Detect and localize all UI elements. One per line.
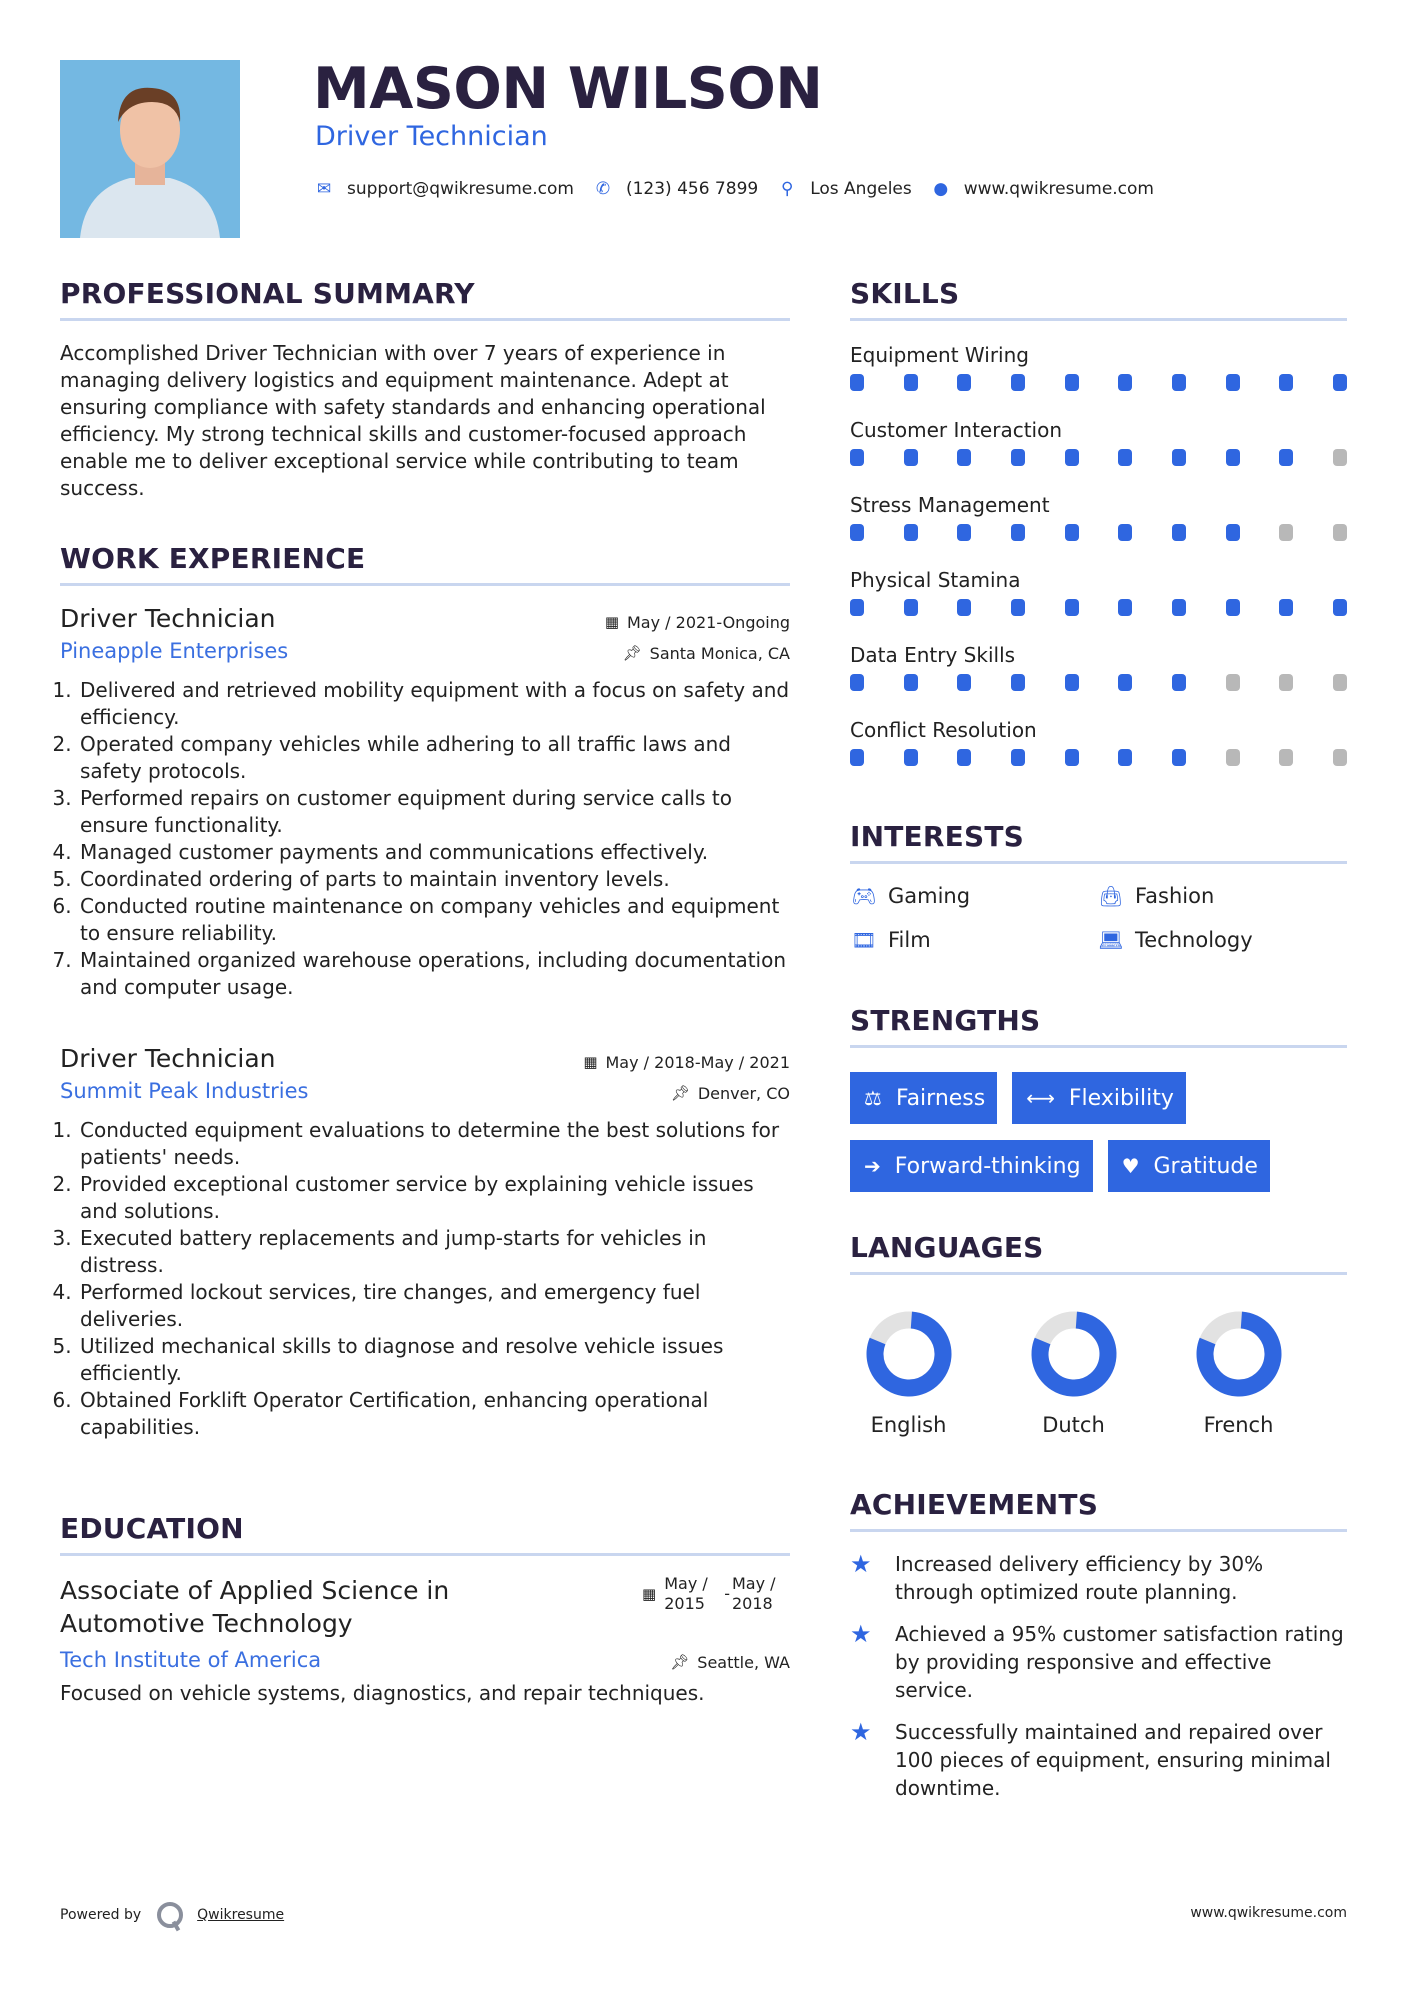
job-dates: May / 2021-Ongoing [627, 612, 790, 632]
rating-dot-filled [850, 674, 864, 691]
language-item [1156, 1309, 1321, 1437]
list-item: 4. Managed customer payments and communications effectively. [78, 839, 790, 866]
skills-section [850, 277, 1347, 790]
rating-dot-filled [1172, 599, 1186, 616]
skill-label: Conflict Resolution [850, 718, 1037, 742]
rating-dot-filled [904, 449, 918, 466]
rating-dot-filled [904, 374, 918, 391]
rating-dot-filled [1172, 449, 1186, 466]
skill-label: Stress Management [850, 493, 1050, 517]
strength-label: Flexibility [1068, 1085, 1174, 1111]
phone-icon: ✆ [595, 179, 611, 199]
list-item: 5. Utilized mechanical skills to diagnose and resolve vehicle issues efficiently. [78, 1333, 790, 1387]
footer-powered-by [60, 1902, 284, 1928]
rating-dot-filled [1065, 749, 1079, 766]
contact-location: Los Angeles [810, 179, 912, 199]
skill-item [850, 340, 1347, 415]
achievement-item [850, 1718, 1347, 1802]
section-heading: ACHIEVEMENTS [850, 1488, 1347, 1532]
list-item: 5. Coordinated ordering of parts to maintain inventory levels. [78, 866, 790, 893]
rating-dot-empty [1226, 674, 1240, 691]
rating-dot-filled [904, 674, 918, 691]
skill-rating [850, 449, 1347, 466]
job-title: Driver Technician [60, 604, 276, 633]
arrows-horizontal-icon: ⟷ [1026, 1086, 1055, 1110]
star-icon: ★ [850, 1620, 872, 1648]
rating-dot-filled [1279, 374, 1293, 391]
profile-photo [60, 60, 240, 238]
rating-dot-filled [1118, 674, 1132, 691]
company-name: Pineapple Enterprises [60, 639, 289, 663]
rating-dot-filled [1279, 449, 1293, 466]
rating-dot-filled [957, 749, 971, 766]
language-label: Dutch [1042, 1413, 1105, 1437]
summary-section [60, 277, 790, 502]
section-heading: LANGUAGES [850, 1231, 1347, 1275]
rating-dot-filled [1172, 749, 1186, 766]
job-entry [60, 1044, 790, 1441]
list-item: 2. Provided exceptional customer service by explaining vehicle issues and solutions. [78, 1171, 790, 1225]
list-item: 4. Performed lockout services, tire changes, and emergency fuel deliveries. [78, 1279, 790, 1333]
education-section: EDUCATION Associate of Applied Science in Automotive Technology ▦ May / 2015 - May / 2018 Tech Institute of America 📌︎ Seattle, WA Focused on vehicle systems, diagnostics, and repair techniques. [60, 1512, 790, 1705]
strength-badge [1108, 1140, 1270, 1192]
job-bullets [60, 1117, 790, 1441]
rating-dot-filled [957, 449, 971, 466]
rating-dot-empty [1333, 524, 1347, 541]
heart-icon: ♥ [1121, 1154, 1140, 1178]
interest-label: Technology [1135, 928, 1253, 952]
job-location: Denver, CO [697, 1083, 790, 1103]
gamepad-icon: 🎮︎ [851, 884, 877, 908]
section-heading: SKILLS [850, 277, 1347, 321]
degree-title: Associate of Applied Science in Automotive Technology [60, 1576, 450, 1638]
skill-rating [850, 674, 1347, 691]
rating-dot-empty [1279, 524, 1293, 541]
calendar-icon: ▦ [583, 1053, 598, 1071]
company-name: Summit Peak Industries [60, 1079, 309, 1103]
film-icon: 🎞︎ [851, 928, 877, 952]
shopping-bag-icon: 👜︎ [1098, 884, 1124, 908]
languages-section [850, 1231, 1347, 1437]
interest-label: Film [888, 928, 931, 952]
contact-bar [315, 179, 1174, 199]
rating-dot-filled [1065, 374, 1079, 391]
contact-email[interactable]: support@qwikresume.com [347, 179, 574, 199]
skill-rating [850, 524, 1347, 541]
job-dates: May / 2018-May / 2021 [605, 1052, 790, 1072]
rating-dot-filled [850, 599, 864, 616]
contact-website[interactable]: www.qwikresume.com [963, 179, 1154, 199]
section-heading: INTERESTS [850, 820, 1347, 864]
star-icon: ★ [850, 1550, 872, 1578]
rating-dot-filled [1279, 599, 1293, 616]
rating-dot-filled [1226, 449, 1240, 466]
candidate-name: MASON WILSON [313, 56, 823, 122]
education-end: May / 2018 [732, 1574, 776, 1613]
language-label: French [1203, 1413, 1274, 1437]
pushpin-icon: 📌︎ [670, 1084, 690, 1102]
brand-link[interactable]: Qwikresume [197, 1907, 285, 1923]
balance-scale-icon: ⚖ [864, 1086, 882, 1110]
language-item [991, 1309, 1156, 1437]
globe-icon: ● [933, 179, 949, 199]
interest-item [850, 884, 1097, 908]
language-label: English [870, 1413, 947, 1437]
work-section [60, 542, 790, 586]
section-heading: EDUCATION [60, 1512, 790, 1556]
arrow-right-icon: ➔ [864, 1154, 881, 1178]
job-location: Santa Monica, CA [649, 643, 790, 663]
list-item: 6. Obtained Forklift Operator Certification, enhancing operational capabilities. [78, 1387, 790, 1441]
strengths-section [850, 1004, 1347, 1192]
map-marker-icon: ⚲ [780, 179, 794, 199]
calendar-icon: ▦ [604, 613, 619, 631]
achievement-text: Achieved a 95% customer satisfaction rating by providing responsive and effective service. [895, 1622, 1344, 1702]
education-description: Focused on vehicle systems, diagnostics, and repair techniques. [60, 1681, 705, 1705]
section-heading: WORK EXPERIENCE [60, 542, 790, 586]
interest-item [1097, 884, 1347, 908]
rating-dot-filled [957, 524, 971, 541]
skill-rating [850, 599, 1347, 616]
rating-dot-filled [1011, 674, 1025, 691]
rating-dot-filled [1118, 599, 1132, 616]
rating-dot-filled [1172, 524, 1186, 541]
strength-label: Fairness [895, 1085, 986, 1111]
section-heading: PROFESSIONAL SUMMARY [60, 277, 790, 321]
laptop-icon: 💻︎ [1098, 928, 1124, 952]
rating-dot-filled [1118, 749, 1132, 766]
achievement-item [850, 1550, 1347, 1606]
rating-dot-filled [1118, 524, 1132, 541]
rating-dot-filled [1011, 749, 1025, 766]
candidate-title: Driver Technician [315, 121, 548, 152]
language-donut [1029, 1309, 1119, 1399]
strength-label: Forward-thinking [894, 1153, 1081, 1179]
rating-dot-filled [1065, 674, 1079, 691]
rating-dot-filled [957, 599, 971, 616]
language-donut [864, 1309, 954, 1399]
calendar-icon: ▦ [642, 1585, 657, 1603]
rating-dot-filled [1333, 374, 1347, 391]
education-location: Seattle, WA [697, 1652, 790, 1672]
powered-by-label: Powered by [60, 1907, 142, 1923]
rating-dot-filled [1065, 449, 1079, 466]
achievements-section [850, 1488, 1347, 1816]
rating-dot-filled [1226, 374, 1240, 391]
rating-dot-empty [1333, 749, 1347, 766]
rating-dot-filled [850, 374, 864, 391]
job-entry [60, 604, 790, 1001]
rating-dot-filled [1226, 599, 1240, 616]
skill-label: Data Entry Skills [850, 643, 1016, 667]
skill-item [850, 715, 1347, 790]
rating-dot-empty [1279, 674, 1293, 691]
pushpin-icon: 📌︎ [622, 644, 642, 662]
skill-label: Physical Stamina [850, 568, 1021, 592]
rating-dot-empty [1333, 449, 1347, 466]
language-item [826, 1309, 991, 1437]
skill-item [850, 415, 1347, 490]
rating-dot-filled [904, 524, 918, 541]
interest-label: Fashion [1135, 884, 1215, 908]
contact-phone[interactable]: (123) 456 7899 [625, 179, 759, 199]
rating-dot-filled [1011, 374, 1025, 391]
list-item: 1. Conducted equipment evaluations to determine the best solutions for patients' needs. [78, 1117, 790, 1171]
rating-dot-filled [1011, 524, 1025, 541]
skill-label: Equipment Wiring [850, 343, 1029, 367]
achievement-item [850, 1620, 1347, 1704]
list-item: 6. Conducted routine maintenance on company vehicles and equipment to ensure reliability. [78, 893, 790, 947]
school-name: Tech Institute of America [60, 1648, 322, 1672]
interests-section [850, 820, 1347, 952]
rating-dot-filled [1333, 599, 1347, 616]
rating-dot-filled [904, 599, 918, 616]
skill-item [850, 490, 1347, 565]
list-item: 7. Maintained organized warehouse operations, including documentation and computer usage. [78, 947, 790, 1001]
qwikresume-logo-icon [157, 1902, 183, 1928]
rating-dot-filled [1172, 674, 1186, 691]
rating-dot-filled [850, 524, 864, 541]
rating-dot-filled [1226, 524, 1240, 541]
rating-dot-filled [1118, 449, 1132, 466]
skill-item [850, 565, 1347, 640]
rating-dot-filled [850, 449, 864, 466]
list-item: 3. Performed repairs on customer equipment during service calls to ensure functionality. [78, 785, 790, 839]
strength-badge [850, 1072, 997, 1124]
pushpin-icon: 📌︎ [670, 1653, 690, 1671]
envelope-icon: ✉ [316, 179, 332, 199]
rating-dot-empty [1279, 749, 1293, 766]
rating-dot-filled [1011, 599, 1025, 616]
star-icon: ★ [850, 1718, 872, 1746]
rating-dot-filled [904, 749, 918, 766]
strength-badge [850, 1140, 1093, 1192]
rating-dot-filled [1065, 524, 1079, 541]
job-title: Driver Technician [60, 1044, 276, 1073]
rating-dot-empty [1333, 674, 1347, 691]
rating-dot-filled [957, 674, 971, 691]
interest-item [1097, 928, 1347, 952]
education-start: May / 2015 [664, 1574, 708, 1613]
rating-dot-empty [1226, 749, 1240, 766]
rating-dot-filled [1011, 449, 1025, 466]
list-item: 2. Operated company vehicles while adhering to all traffic laws and safety protocols. [78, 731, 790, 785]
rating-dot-filled [1118, 374, 1132, 391]
achievement-text: Successfully maintained and repaired over 100 pieces of equipment, ensuring minimal downtime. [895, 1720, 1331, 1800]
achievement-text: Increased delivery efficiency by 30% through optimized route planning. [895, 1552, 1264, 1604]
job-bullets [60, 677, 790, 1001]
skill-rating [850, 749, 1347, 766]
footer-website[interactable]: www.qwikresume.com [1190, 1905, 1347, 1921]
section-heading: STRENGTHS [850, 1004, 1347, 1048]
strength-badge [1012, 1072, 1186, 1124]
rating-dot-filled [957, 374, 971, 391]
list-item: 1. Delivered and retrieved mobility equipment with a focus on safety and efficiency. [78, 677, 790, 731]
strength-label: Gratitude [1153, 1153, 1258, 1179]
summary-text: Accomplished Driver Technician with over 7 years of experience in managing delivery logistics and equipment maintenance. Adept at ensuring compliance with safety standards and enhancing operational efficiency. My strong technical skills and customer-focused approach enable me to deliver exceptional service while contributing to team success. [60, 341, 766, 500]
skill-label: Customer Interaction [850, 418, 1063, 442]
rating-dot-filled [1065, 599, 1079, 616]
list-item: 3. Executed battery replacements and jump-starts for vehicles in distress. [78, 1225, 790, 1279]
skill-rating [850, 374, 1347, 391]
language-donut [1194, 1309, 1284, 1399]
rating-dot-filled [850, 749, 864, 766]
interest-item [850, 928, 1097, 952]
rating-dot-filled [1172, 374, 1186, 391]
skill-item [850, 640, 1347, 715]
interest-label: Gaming [888, 884, 971, 908]
